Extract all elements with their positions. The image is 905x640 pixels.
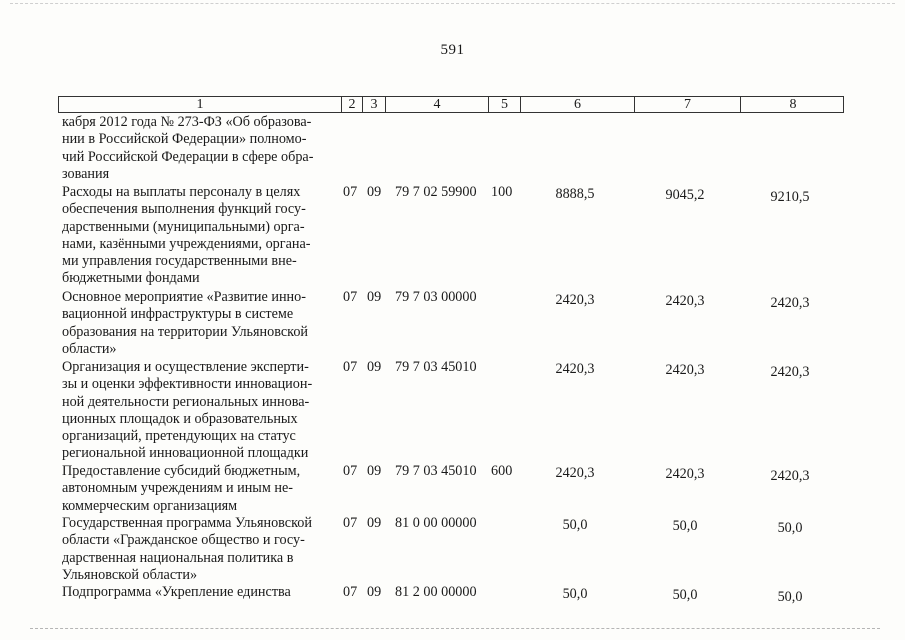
amount-col-7: 2420,3	[665, 293, 705, 309]
header-col-3: 3	[363, 97, 386, 112]
scan-edge-artifact	[10, 3, 895, 6]
subsection-code: 09	[367, 184, 382, 200]
chapter-code: 07	[343, 515, 358, 531]
row-description: Подпрограмма «Укрепление единства	[62, 584, 291, 600]
subsection-code: 09	[367, 289, 382, 305]
expense-type-code: 600	[491, 463, 513, 479]
target-article-code: 79 7 03 45010	[395, 463, 477, 479]
target-article-code: 79 7 03 00000	[395, 289, 477, 305]
header-col-1: 1	[59, 97, 342, 112]
chapter-code: 07	[343, 289, 358, 305]
header-col-8: 8	[789, 97, 797, 112]
amount-col-8: 2420,3	[770, 295, 810, 311]
target-article-code: 79 7 02 59900	[395, 184, 477, 200]
chapter-code: 07	[343, 184, 358, 200]
amount-col-7: 50,0	[672, 518, 698, 534]
amount-col-7: 9045,2	[665, 187, 705, 203]
amount-col-8: 2420,3	[770, 364, 810, 380]
amount-col-7: 50,0	[672, 587, 698, 603]
chapter-code: 07	[343, 359, 358, 375]
amount-col-8: 50,0	[777, 520, 803, 536]
row-description: кабря 2012 года № 273-ФЗ «Об образова- нии в Российской Федерации» полномо- чий Российской Федерации в сфере обра- зования	[62, 114, 314, 182]
amount-col-7: 2420,3	[665, 362, 705, 378]
header-col-4: 4	[386, 97, 489, 112]
row-description: Государственная программа Ульяновской области «Гражданское общество и госу- дарственная национальная политика в Ульяновской области»	[62, 515, 312, 583]
expense-type-code: 100	[491, 184, 513, 200]
amount-col-6: 2420,3	[555, 465, 595, 481]
amount-col-8: 50,0	[777, 589, 803, 605]
amount-col-6: 8888,5	[555, 186, 595, 202]
subsection-code: 09	[367, 463, 382, 479]
table-header	[58, 96, 844, 113]
amount-col-8: 2420,3	[770, 468, 810, 484]
amount-col-6: 2420,3	[555, 292, 595, 308]
amount-col-7: 2420,3	[665, 466, 705, 482]
subsection-code: 09	[367, 515, 382, 531]
amount-col-6: 50,0	[562, 517, 588, 533]
header-col-2: 2	[342, 97, 363, 112]
header-col-6: 6	[521, 97, 635, 112]
header-col-5: 5	[489, 97, 521, 112]
row-description: Основное мероприятие «Развитие инно- вационной инфраструктуры в системе образования на территории Ульяновской области»	[62, 289, 309, 357]
amount-col-8: 9210,5	[770, 189, 810, 205]
row-description: Расходы на выплаты персоналу в целях обеспечения выполнения функций госу- дарственными (муниципальными) орга- нами, казёнными учреждениями, органа- ми управления государственными вне- бюджетными фондами	[62, 184, 311, 287]
row-description: Предоставление субсидий бюджетным, автономным учреждениям и иным не- коммерческим организациям	[62, 463, 301, 514]
amount-col-6: 2420,3	[555, 361, 595, 377]
subsection-code: 09	[367, 359, 382, 375]
row-description: Организация и осуществление эксперти- зы и оценки эффективности инновацион- ной деятельности региональных иннова- ционных площадок и образовательных организаций, претендующих на статус региональной инновационной площадки	[62, 359, 313, 462]
target-article-code: 81 0 00 00000	[395, 515, 477, 531]
subsection-code: 09	[367, 584, 382, 600]
page-number: 591	[440, 42, 465, 58]
amount-col-6: 50,0	[562, 586, 588, 602]
target-article-code: 81 2 00 00000	[395, 584, 477, 600]
header-col-7: 7	[635, 97, 741, 112]
target-article-code: 79 7 03 45010	[395, 359, 477, 375]
chapter-code: 07	[343, 463, 358, 479]
chapter-code: 07	[343, 584, 358, 600]
scan-edge-artifact	[30, 628, 880, 631]
